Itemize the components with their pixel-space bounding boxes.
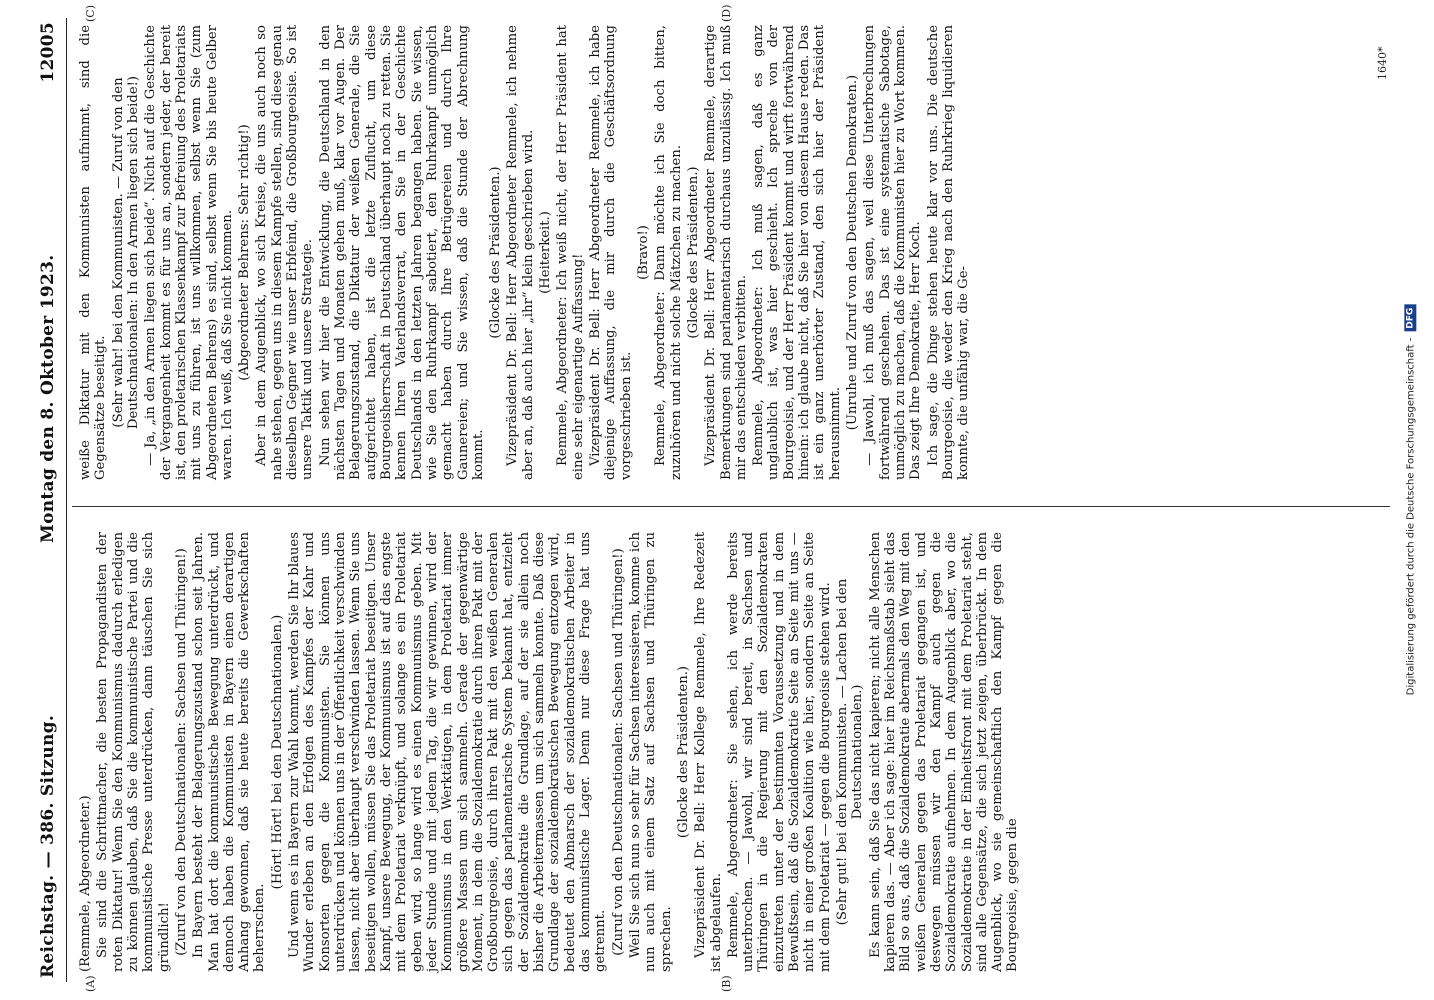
paragraph: (Remmele, Abgeordneter.)	[78, 795, 93, 972]
column-divider	[72, 506, 1390, 507]
paragraph: In Bayern besteht der Belagerungszustand schon seit Jahren. Man hat dort die kommunistische Bewegung unterdrückt, und dennoch haben die Kommunisten in Bayern einen derartigen Anhang gewonnen, daß sie heute bereits die Gewerkschaften beherrschen.	[191, 532, 268, 972]
paragraph: Vizepräsident Dr. Bell: Herr Abgeordneter Remmele, derartige Bemerkungen sind parlamentarisch durchaus unzulässig. Ich muß mir das entschieden verbitten.	[703, 25, 749, 480]
header-rule	[66, 18, 67, 982]
paragraph: Und wenn es in Bayern zur Wahl kommt, werden Sie Ihr blaues Wunder erleben an den Erfolgen des Kampfes der Kahr und Konsorten gegen die Kommunisten. Sie können uns unterdrücken und können uns in der Öffentlichkeit verschwinden lassen, nicht aber überhaupt verschwinden lassen. Wenn Sie uns beseitigen wollen, müssen Sie das Proletariat beseitigen. Unser Kampf, unsere Bewegung, der Kommunismus ist auf das engste mit dem Proletariat verknüpft, und solange es ein Proletariat geben wird, so lange wird es einen Kommunismus geben. Mit jeder Stunde und mit jedem Tag, die wir gewinnen, wird der Kommunismus in den Werktätigen, in dem Proletariat immer größere Massen um sich sammeln. Gerade der gegenwärtige Moment, in dem die Sozialdemokratie durch ihren Pakt mit der Großbourgeoisie, durch ihren Pakt mit den weißen Generalen sich gegen das parlamentarische System bekannt hat, entzieht der Sozialdemokratie die Grundlage, auf der sie allein noch bisher die Arbeitermassen um sich sammeln konnte. Daß diese Grundlage der sozialdemokratischen Bewegung entzogen wird, bedeutet den Abmarsch der sozialdemokratischen Arbeiter in das kommunistische Lager. Denn nur diese Frage hat uns getrennt.	[287, 532, 609, 972]
paragraph: Ich sage, die Dinge stehen heute klar vor uns. Die deutsche Bourgeoisie, die weder den Krieg nach den Ruhrkrieg liquidieren konnte, die unfähig war, die Ge-	[925, 25, 972, 480]
stage-direction: (Glocke des Präsidenten.)	[675, 665, 691, 839]
page-header	[0, 0, 64, 1000]
text-column-left	[78, 532, 1386, 972]
stage-direction: (Sehr gut! bei den Kommunisten. — Lachen bei den Deutschnationalen.)	[835, 578, 866, 926]
paragraph: — Jawohl, ich muß das sagen, weil diese Unterbrechungen fortwährend geschehen. Das ist eine systematische Sabotage, unmöglich zu machen, daß die Kommunisten hier zu Wort kommen. Das zeigt Ihre Demokratie, Herr Koch.	[862, 25, 924, 480]
stage-direction: (Sehr wahr! bei den Kommunisten. — Zuruf von den Deutschnationalen: In den Armen liegen sich beide!)	[110, 75, 141, 430]
paragraph: Nun sehen wir hier die Entwicklung, die Deutschland in den nächsten Tagen und Monaten gehen muß, klar vor Augen. Der Belagerungszustand, die Diktatur der weißen Generale, die Sie aufgerichtet haben, ist die letzte Zuflucht, um diese Bourgeoisherrschaft in Deutschland überhaupt noch zu retten. Sie kennen Ihren Vaterlandsverrat, den Sie in der Geschichte Deutschlands in den letzten Jahren begangen haben. Sie wissen, wie Sie den Ruhrkampf sabotiert, den Ruhrkampf unmöglich gemacht haben durch Ihre Betrügereien und durch Ihre Gaunereien; und Sie wissen, daß die Stunde der Abrechnung kommt.	[317, 25, 486, 480]
text-column-right	[78, 25, 1386, 480]
digitization-sidenote	[1386, 0, 1434, 1000]
header-center-date: Montag den 8. Oktober 1923.	[38, 254, 58, 544]
paragraph: weiße Diktatur mit den Kommunisten aufnimmt, sind die Gegensätze beseitigt.	[78, 25, 109, 480]
header-page-number: 12005	[38, 22, 58, 83]
paragraph: Remmele, Abgeordneter: Sie sehen, ich werde bereits unterbrochen. — Jawohl, wir sind bereit, in Sachsen und Thüringen in die Regierung mit den Sozialdemokraten einzutreten unter der bestimmten Voraussetzung und in dem Bewußtsein, daß die Sozialdemokratie Seite an Seite mit uns — nicht in einer großen Koalition wie hier, sondern Seite an Seite mit dem Proletariat — gegen die Bourgeoisie stehen wird.	[725, 532, 833, 972]
stage-direction: (Heiterkeit.)	[538, 211, 554, 294]
paragraph: Weil Sie sich nun so sehr für Sachsen interessieren, komme ich nun auch mit einem Satz auf Sachsen und Thüringen zu sprechen.	[627, 532, 674, 972]
margin-mark-d: (D)	[720, 4, 733, 22]
paragraph: Remmele, Abgeordneter: Ich weiß nicht, der Herr Präsident hat eine sehr eigenartige Auffassung!	[555, 25, 586, 480]
stage-direction: (Unruhe und Zuruf von den Deutschen Demokraten.)	[845, 74, 860, 431]
paragraph: Vizepräsident Dr. Bell: Herr Abgeordneter Remmele, ich nehme aber an, daß auch hier „ihr“ klein geschrieben wird.	[505, 25, 536, 480]
paragraph: Aber in dem Augenblick, wo sich Kreise, die uns auch noch so nahe stehen, gegen uns in diesem Kampfe stellen, sind diese genau dieselben Gegner wie unser Erbfeind, die Großbourgeoisie. So ist unsere Taktik und unsere Strategie.	[254, 25, 316, 480]
margin-mark-c: (C)	[84, 5, 97, 22]
stage-direction: (Zuruf von den Deutschnationalen: Sachsen und Thüringen!)	[610, 548, 626, 956]
stage-direction: (Zuruf von den Deutschnationalen: Sachsen und Thüringen!)	[173, 548, 189, 956]
dfg-logo: DFG	[1404, 305, 1416, 332]
paragraph: Remmele, Abgeordneter: Ich muß sagen, daß es ganz unglaublich ist, was hier geschieht. Ich spreche von der Bourgeoisie, und der Herr Präsident kommt und wirft fortwährend hinein: ich glaube nicht, daß Sie hier von diesem Hause reden. Das ist ein ganz unerhörter Zustand, den sich hier der Präsident herausnimmt.	[751, 25, 843, 480]
paragraph: Es kann sein, daß Sie das nicht kapieren; nicht alle Menschen kapieren das. — Aber ich sage: hier im Reichsmaßstab sieht das Bild so aus, daß die Sozialdemokratie abermals den Weg mit den weißen Generalen gegen das Proletariat gegangen ist, und deswegen müssen wir den Kampf auch gegen die Sozialdemokratie aufnehmen. In dem Augenblick aber, wo die Sozialdemokratie in der Einheitsfront mit dem Proletariat steht, sind alle Gegensätze, die sich jetzt zeigen, überbrückt. In dem Augenblick, wo sie gemeinschaftlich den Kampf gegen die Bourgeoisie, gegen die	[867, 532, 1021, 972]
stage-direction: (Glocke des Präsidenten.)	[685, 166, 701, 339]
margin-mark-b: (B)	[720, 975, 733, 992]
stage-direction: (Glocke des Präsidenten.)	[488, 166, 504, 339]
paragraph: Remmele, Abgeordneter: Dann möchte ich Sie doch bitten, zuzuhören und nicht solche Mätzchen zu machen.	[653, 25, 684, 480]
paragraph: Sie sind die Schrittmacher, die besten Propagandisten der roten Diktatur! Wenn Sie den Kommunismus dadurch erledigen zu können glauben, daß Sie die kommunistische Partei und die kommunistische Presse unterdrücken, dann täuschen Sie sich gründlich!	[95, 532, 172, 972]
stage-direction: (Abgeordneter Behrens: Sehr richtig!)	[237, 124, 253, 381]
header-left: Reichstag. — 386. Sitzung.	[38, 714, 58, 978]
sidenote-text: Digitalisierung gefördert durch die Deutsche Forschungsgemeinschaft -	[1404, 337, 1416, 696]
page-number-bottom: 1640*	[1376, 46, 1389, 80]
paragraph: Vizepräsident Dr. Bell: Herr Kollege Remmele, Ihre Redezeit ist abgelaufen.	[693, 532, 724, 972]
stage-direction: (Hört! Hört! bei den Deutschnationalen.)	[269, 614, 285, 890]
paragraph: Vizepräsident Dr. Bell: Herr Abgeordneter Remmele, ich habe diejenige Auffassung, die mir durch die Geschäftsordnung vorgeschrieben ist.	[588, 25, 634, 480]
stage-direction: (Bravo!)	[635, 225, 651, 280]
margin-mark-a: (A)	[84, 975, 97, 992]
paragraph: — Ja, „in den Armen liegen sich beide“. Nicht auf die Geschichte der Vergangenheit kommt es für uns an, sondern jeder, der bereit ist, den proletarischen Klassenkampf zur Befreiung des Proletariats mit uns zu führen, ist uns willkommen, selbst wenn Sie (zum Abgeordneten Behrens) es sind, selbst wenn Sie bis heute Gelber waren. Ich weiß, daß Sie nicht kommen.	[143, 25, 235, 480]
